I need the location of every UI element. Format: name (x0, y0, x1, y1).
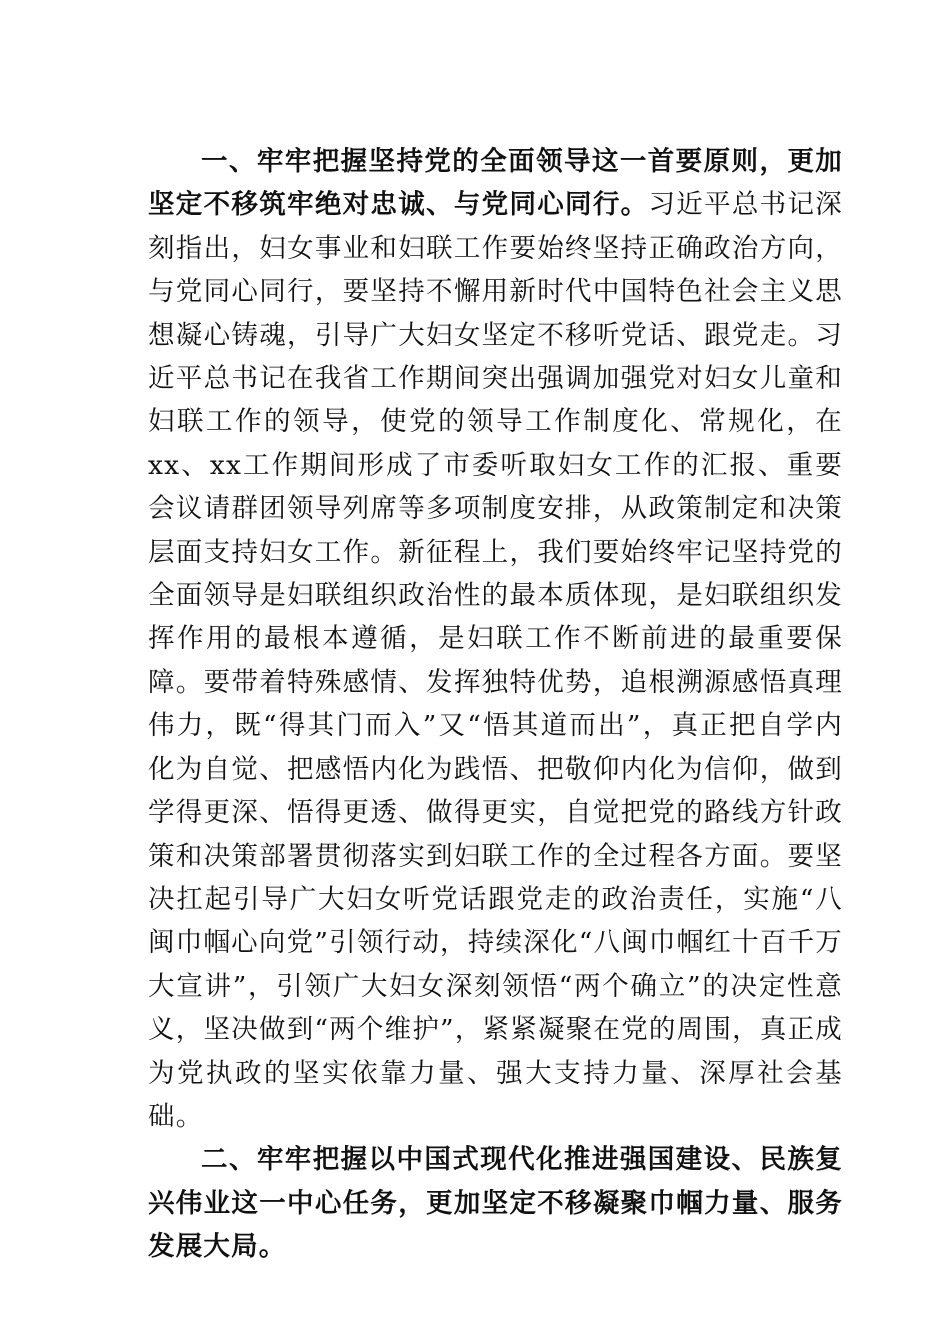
paragraph-1-body: 习近平总书记深刻指出，妇女事业和妇联工作要始终坚持正确政治方向，与党同心同行，要坚持不懈用新时代中国特色社会主义思想凝心铸魂，引导广大妇女坚定不移听党话、跟党走。习近平总书记在我省工作期间突出强调加强党对妇女儿童和妇联工作的领导，使党的领导工作制度化、常规化，在xx、xx工作期间形成了市委听取妇女工作的汇报、重要会议请群团领导列席等多项制度安排，从政策制定和决策层面支持妇女工作。新征程上，我们要始终牢记坚持党的全面领导是妇联组织政治性的最本质体现，是妇联组织发挥作用的最根本遵循，是妇联工作不断前进的最重要保障。要带着特殊感情、发挥独特优势，追根溯源感悟真理伟力，既“得其门而入”又“悟其道而出”，真正把自学内化为自觉、把感悟内化为践悟、把敬仰内化为信仰，做到学得更深、悟得更透、做得更实，自觉把党的路线方针政策和决策部署贯彻落实到妇联工作的全过程各方面。要坚决扛起引导广大妇女听党话跟党走的政治责任，实施“八闽巾帼心向党”引领行动，持续深化“八闽巾帼红十百千万大宣讲”，引领广大妇女深刻领悟“两个确立”的决定性意义，坚决做到“两个维护”，紧紧凝聚在党的周围，真正成为党执政的坚实依靠力量、强大支持力量、深厚社会基础。 (148, 189, 843, 1132)
section-heading-2: 二、牢牢把握以中国式现代化推进强国建设、民族复兴伟业这一中心任务，更加坚定不移凝聚巾帼力量、服务发展大局。 (148, 1144, 843, 1263)
section-heading-1: 一、牢牢把握坚持党的全面领导这一首要原则，更加坚定不移筑牢绝对忠诚、与党同心同行。 (148, 146, 843, 221)
document-body (148, 140, 843, 1269)
paragraph-2 (148, 1138, 843, 1268)
paragraph-1 (148, 140, 843, 1138)
